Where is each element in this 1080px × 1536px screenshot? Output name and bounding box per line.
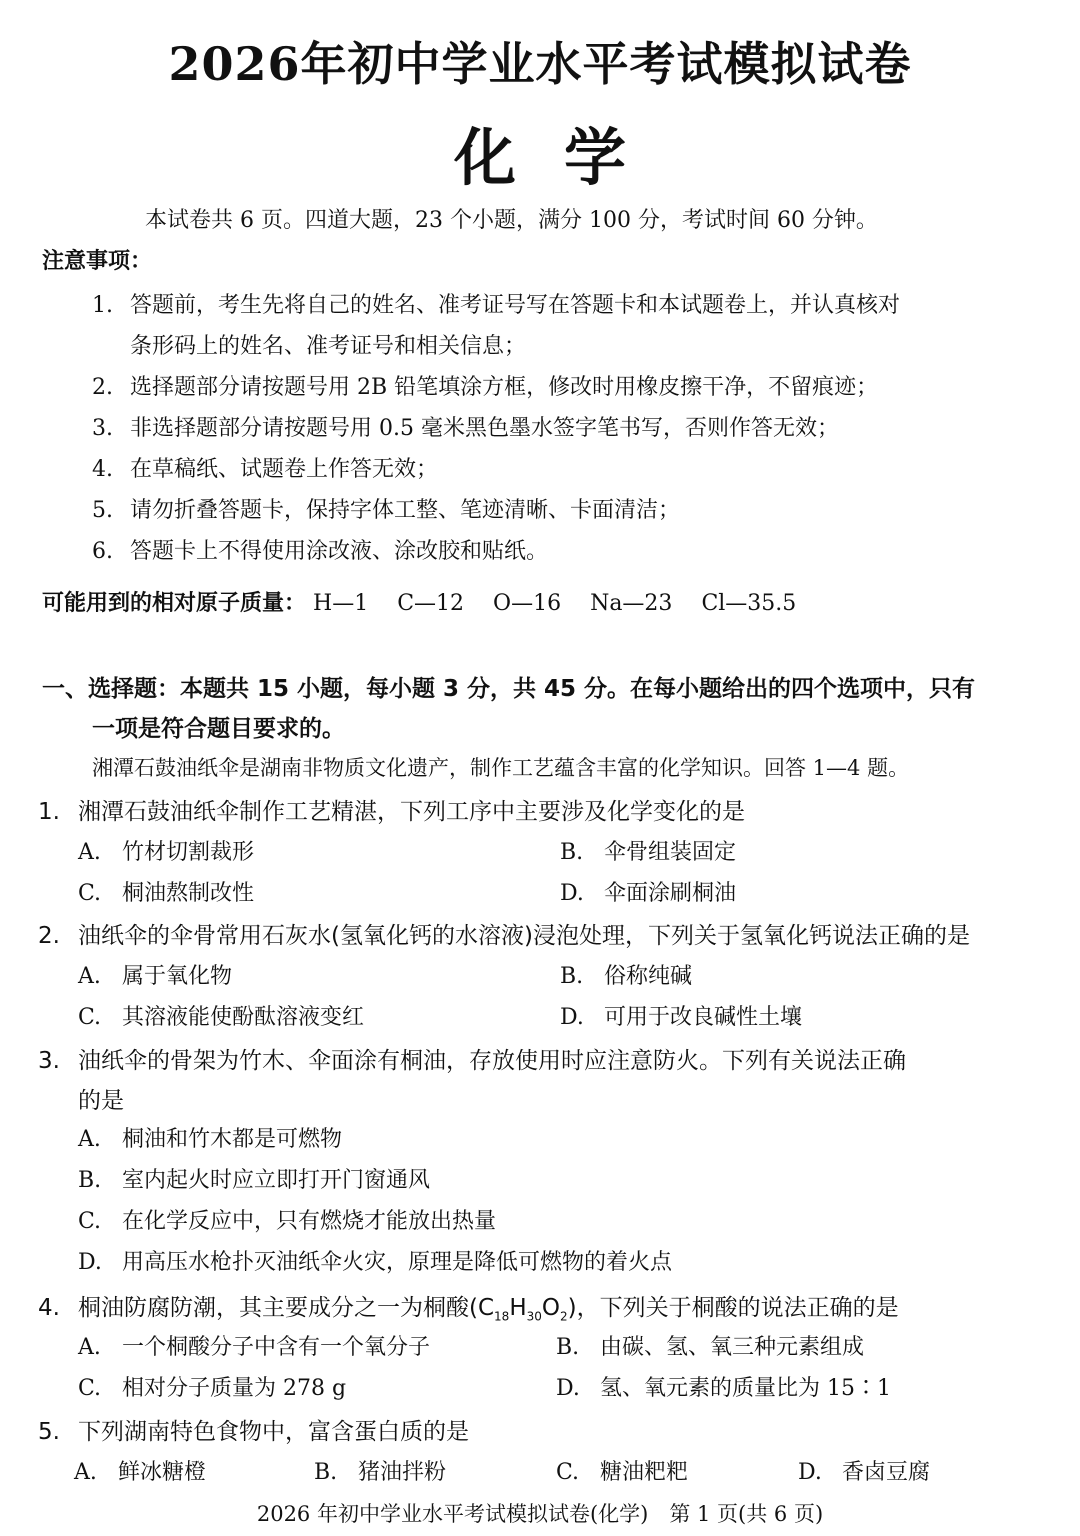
option (78, 835, 254, 866)
option (560, 959, 692, 990)
option-letter: A. (78, 840, 101, 865)
option-text: 属于氧化物 (122, 964, 233, 989)
question-text-post: )，下列关于桐酸的说法正确的是 (567, 1295, 899, 1321)
question-number: 1. (38, 799, 60, 825)
question-number: 4. (38, 1295, 60, 1321)
atomic-mass-value: Cl—35.5 (701, 591, 797, 616)
option-letter: B. (560, 840, 584, 865)
option-letter: B. (314, 1460, 338, 1485)
exam-title: 2026年初中学业水平考试模拟试卷 (168, 37, 912, 91)
option-letter: D. (798, 1460, 822, 1485)
question-context: 湘潭石鼓油纸伞是湖南非物质文化遗产，制作工艺蕴含丰富的化学知识。回答 1—4 题。 (92, 756, 910, 780)
option (560, 876, 736, 907)
note-item (92, 493, 680, 524)
option (74, 1455, 206, 1486)
option (78, 1163, 430, 1194)
question-stem (38, 917, 970, 950)
option-text: 其溶液能使酚酞溶液变红 (122, 1005, 365, 1030)
option-text: 糖油粑粑 (600, 1460, 689, 1485)
question-text: 油纸伞的伞骨常用石灰水(氢氧化钙的水溶液)浸泡处理，下列关于氢氧化钙说法正确的是 (78, 923, 970, 949)
option-letter: C. (78, 1005, 102, 1030)
note-text: 在草稿纸、试题卷上作答无效； (130, 457, 439, 482)
note-continuation: 条形码上的姓名、准考证号和相关信息； (130, 334, 527, 359)
option-text: 在化学反应中，只有燃烧才能放出热量 (122, 1209, 497, 1234)
question-number: 2. (38, 923, 60, 949)
note-number: 3. (92, 416, 113, 441)
option-letter: D. (560, 1005, 584, 1030)
option-text: 由碳、氢、氧三种元素组成 (600, 1335, 865, 1360)
option-letter: C. (556, 1460, 580, 1485)
option (78, 1330, 430, 1361)
question-text-pre: 桐油防腐防潮，其主要成分之一为桐酸(C (78, 1295, 495, 1321)
note-text: 答题前，考生先将自己的姓名、准考证号写在答题卡和本试题卷上，并认真核对 (130, 293, 901, 318)
notes-heading: 注意事项： (42, 249, 153, 274)
option (798, 1455, 930, 1486)
note-item (92, 370, 878, 401)
option (78, 1122, 342, 1153)
option (78, 1245, 672, 1276)
option-letter: A. (78, 964, 101, 989)
note-number: 6. (92, 539, 113, 564)
option-letter: A. (78, 1127, 101, 1152)
note-number: 5. (92, 498, 113, 523)
note-number: 4. (92, 457, 113, 482)
option-letter: B. (560, 964, 584, 989)
atomic-mass-value: H—1 (313, 591, 369, 616)
option-text: 室内起火时应立即打开门窗通风 (122, 1168, 431, 1193)
option-text: 俗称纯碱 (604, 964, 693, 989)
question-stem-continuation: 的是 (78, 1088, 124, 1114)
formula-element: H (509, 1295, 527, 1321)
note-text: 请勿折叠答题卡，保持字体工整、笔迹清晰、卡面清洁； (130, 498, 681, 523)
option-text: 用高压水枪扑灭油纸伞火灾，原理是降低可燃物的着火点 (122, 1250, 673, 1275)
question-number: 3. (38, 1048, 60, 1074)
option-text: 伞骨组装固定 (604, 840, 737, 865)
section-heading: 一、选择题：本题共 15 小题，每小题 3 分，共 45 分。在每小题给出的四个选项中，只有 (42, 676, 976, 702)
option-text: 可用于改良碱性土壤 (604, 1005, 803, 1030)
atomic-masses-label: 可能用到的相对原子质量： (42, 591, 307, 616)
question-stem (38, 1289, 899, 1324)
option-text: 一个桐酸分子中含有一个氧分子 (122, 1335, 431, 1360)
note-item (92, 411, 839, 442)
note-text: 选择题部分请按题号用 2B 铅笔填涂方框，修改时用橡皮擦干净，不留痕迹； (130, 375, 879, 400)
option-text: 氢、氧元素的质量比为 15∶1 (600, 1376, 891, 1401)
note-item (92, 288, 900, 319)
atomic-mass-value: O—16 (493, 591, 562, 616)
question-text: 油纸伞的骨架为竹木、伞面涂有桐油，存放使用时应注意防火。下列有关说法正确 (78, 1048, 906, 1074)
option-letter: D. (78, 1250, 102, 1275)
option-text: 鲜冰糖橙 (118, 1460, 207, 1485)
page-footer: 2026 年初中学业水平考试模拟试卷(化学) 第 1 页(共 6 页) (256, 1502, 824, 1526)
formula-subscript: 30 (526, 1309, 542, 1324)
question-text: 湘潭石鼓油纸伞制作工艺精湛，下列工序中主要涉及化学变化的是 (78, 799, 745, 825)
option-letter: D. (556, 1376, 580, 1401)
option (78, 876, 254, 907)
option-letter: C. (78, 1209, 102, 1234)
question-stem (38, 1042, 906, 1075)
option (556, 1330, 864, 1361)
formula-element: O (541, 1295, 561, 1321)
option (78, 1204, 496, 1235)
option-text: 伞面涂刷桐油 (604, 881, 737, 906)
note-number: 2. (92, 375, 113, 400)
option-letter: B. (78, 1168, 102, 1193)
option-text: 猪油拌粉 (358, 1460, 447, 1485)
atomic-mass-value: Na—23 (590, 591, 673, 616)
option (560, 835, 736, 866)
note-number: 1. (92, 293, 113, 318)
option (78, 959, 232, 990)
option (556, 1371, 891, 1402)
option (78, 1371, 346, 1402)
option-text: 桐油熬制改性 (122, 881, 255, 906)
option-letter: D. (560, 881, 584, 906)
note-item (92, 452, 438, 483)
formula-subscript: 2 (560, 1309, 568, 1324)
option (560, 1000, 802, 1031)
option-letter: A. (78, 1335, 101, 1360)
question-text: 下列湖南特色食物中，富含蛋白质的是 (78, 1419, 469, 1445)
option-text: 相对分子质量为 278 g (122, 1376, 347, 1401)
note-item (92, 534, 548, 565)
option (314, 1455, 446, 1486)
note-text: 非选择题部分请按题号用 0.5 毫米黑色墨水签字笔书写，否则作答无效； (130, 416, 839, 441)
section-heading-continuation: 一项是符合题目要求的。 (92, 716, 345, 742)
option-letter: A. (74, 1460, 97, 1485)
question-number: 5. (38, 1419, 60, 1445)
option-text: 香卤豆腐 (842, 1460, 931, 1485)
option (556, 1455, 688, 1486)
option-text: 竹材切割裁形 (122, 840, 255, 865)
question-stem (38, 793, 745, 826)
exam-intro: 本试卷共 6 页。四道大题，23 个小题，满分 100 分，考试时间 60 分钟。 (145, 208, 878, 233)
question-stem (38, 1413, 469, 1446)
option-text: 桐油和竹木都是可燃物 (122, 1127, 343, 1152)
option-letter: C. (78, 1376, 102, 1401)
option-letter: B. (556, 1335, 580, 1360)
option-letter: C. (78, 881, 102, 906)
atomic-masses (42, 586, 818, 617)
formula-subscript: 18 (494, 1309, 510, 1324)
atomic-mass-value: C—12 (397, 591, 465, 616)
option (78, 1000, 364, 1031)
note-text: 答题卡上不得使用涂改液、涂改胶和贴纸。 (130, 539, 549, 564)
subject-title: 化学 (453, 121, 674, 194)
